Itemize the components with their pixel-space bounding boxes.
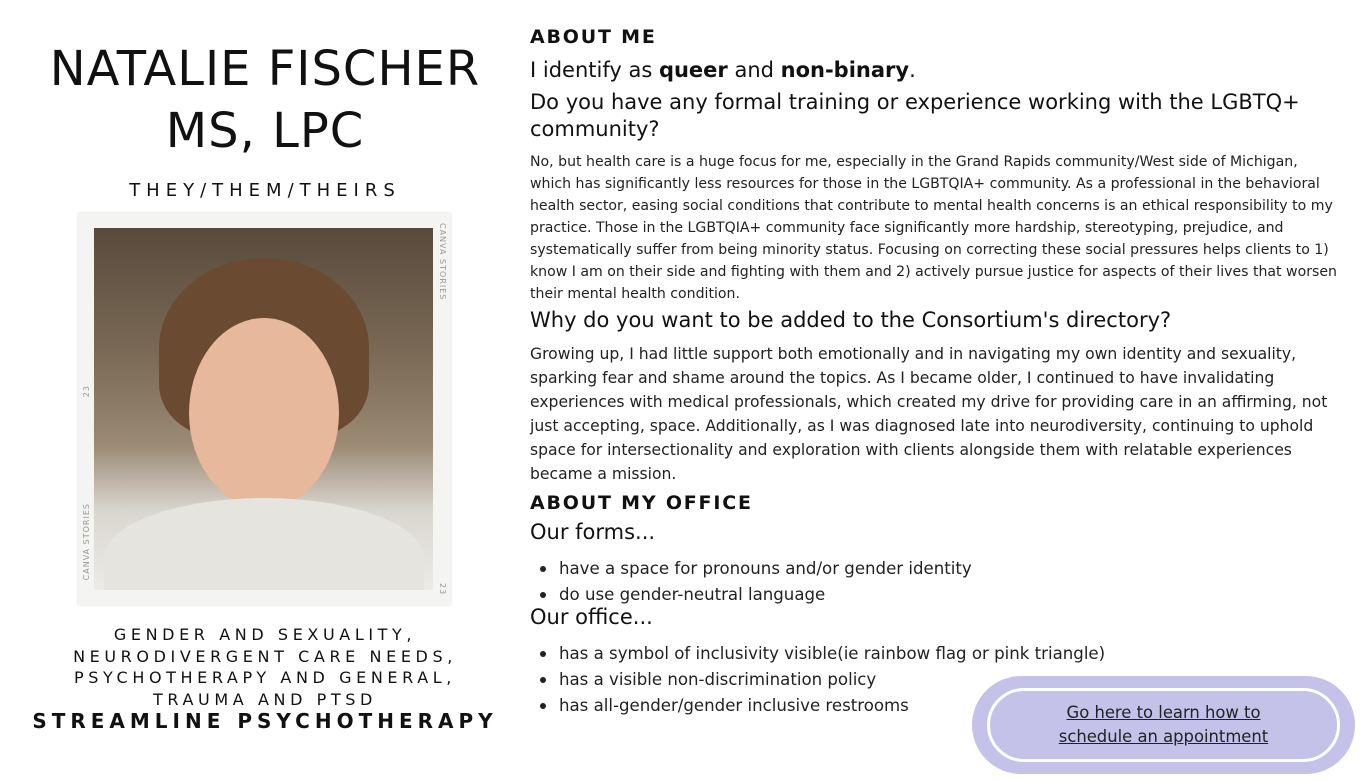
- schedule-appointment-container: [972, 676, 1355, 774]
- specialty-item: TRAUMA AND PTSD: [153, 689, 377, 709]
- forms-heading: Our forms...: [530, 520, 656, 544]
- photo-watermark: CANVA STORIES: [438, 223, 447, 301]
- about-me-heading: ABOUT ME: [530, 26, 657, 48]
- photo-frame-number: 23: [438, 583, 447, 596]
- list-item: have a space for pronouns and/or gender identity: [530, 556, 972, 582]
- list-item: has a visible non-discrimination policy: [530, 667, 1105, 693]
- photo-face-shape: [189, 318, 339, 508]
- identity-statement: [530, 58, 916, 82]
- specialty-item: NEURODIVERGENT CARE NEEDS,: [73, 646, 457, 666]
- photo-watermark: CANVA STORIES: [82, 503, 91, 581]
- answer-directory: Growing up, I had little support both emotionally and in navigating my own identity and sexuality, sparking fear and shame around the topics. As I became older, I continued to have invalidating experiences with medical professionals, which created my drive for providing care in an affirming, not just accepting, space. Additionally, as I was diagnosed late into neurodiversity, continuing to uphold space for intersectionality and exploration with clients alongside them with relatable experiences became a mission.: [530, 345, 1328, 483]
- list-item: do use gender-neutral language: [530, 582, 972, 608]
- forms-list: [530, 556, 972, 608]
- pronouns: THEY/THEM/THEIRS: [129, 180, 401, 201]
- identity-mid: and: [727, 58, 781, 82]
- list-item: has a symbol of inclusivity visible(ie rainbow flag or pink triangle): [530, 641, 1105, 667]
- practice-name: STREAMLINE PSYCHOTHERAPY: [32, 709, 498, 733]
- identity-prefix: I identify as: [530, 58, 659, 82]
- therapist-credentials: MS, LPC: [165, 103, 365, 159]
- profile-photo: [78, 213, 451, 605]
- list-item: has all-gender/gender inclusive restrooms: [530, 693, 1105, 719]
- answer-training: No, but health care is a huge focus for me, especially in the Grand Rapids community/West side of Michigan, which has significantly less resources for those in the LGBTQIA+ community. As a professional in the behavioral health sector, easing social conditions that contribute to mental health concerns is an ethical responsibility to my practice. Those in the LGBTQIA+ community face significantly more hardship, stereotyping, prejudice, and systematically suffer from being minority status. Focusing on correcting these social pressures helps clients to 1) know I am on their side and fighting with them and 2) actively pursue justice for aspects of their lives that worsen their mental health condition.: [530, 154, 1337, 302]
- schedule-appointment-button[interactable]: [987, 688, 1340, 762]
- question-directory: Why do you want to be added to the Consortium's directory?: [530, 308, 1172, 332]
- photo-image: [94, 228, 433, 590]
- specialties-list: [0, 624, 530, 710]
- schedule-appointment-link[interactable]: Go here to learn how to schedule an appointment: [1058, 703, 1269, 746]
- specialty-item: PSYCHOTHERAPY AND GENERAL,: [74, 668, 456, 687]
- photo-sweater-shape: [104, 498, 424, 590]
- photo-frame-number: 23: [82, 385, 91, 398]
- about-office-heading: ABOUT MY OFFICE: [530, 492, 753, 514]
- profile-column: [0, 0, 530, 780]
- identity-suffix: .: [909, 58, 916, 82]
- question-training: Do you have any formal training or experience working with the LGBTQ+ community?: [530, 90, 1300, 141]
- identity-term-nonbinary: non-binary: [780, 58, 910, 82]
- office-heading: Our office...: [530, 605, 653, 629]
- identity-term-queer: queer: [658, 58, 728, 82]
- therapist-name: NATALIE FISCHER: [49, 41, 481, 97]
- specialty-item: GENDER AND SEXUALITY,: [113, 625, 417, 644]
